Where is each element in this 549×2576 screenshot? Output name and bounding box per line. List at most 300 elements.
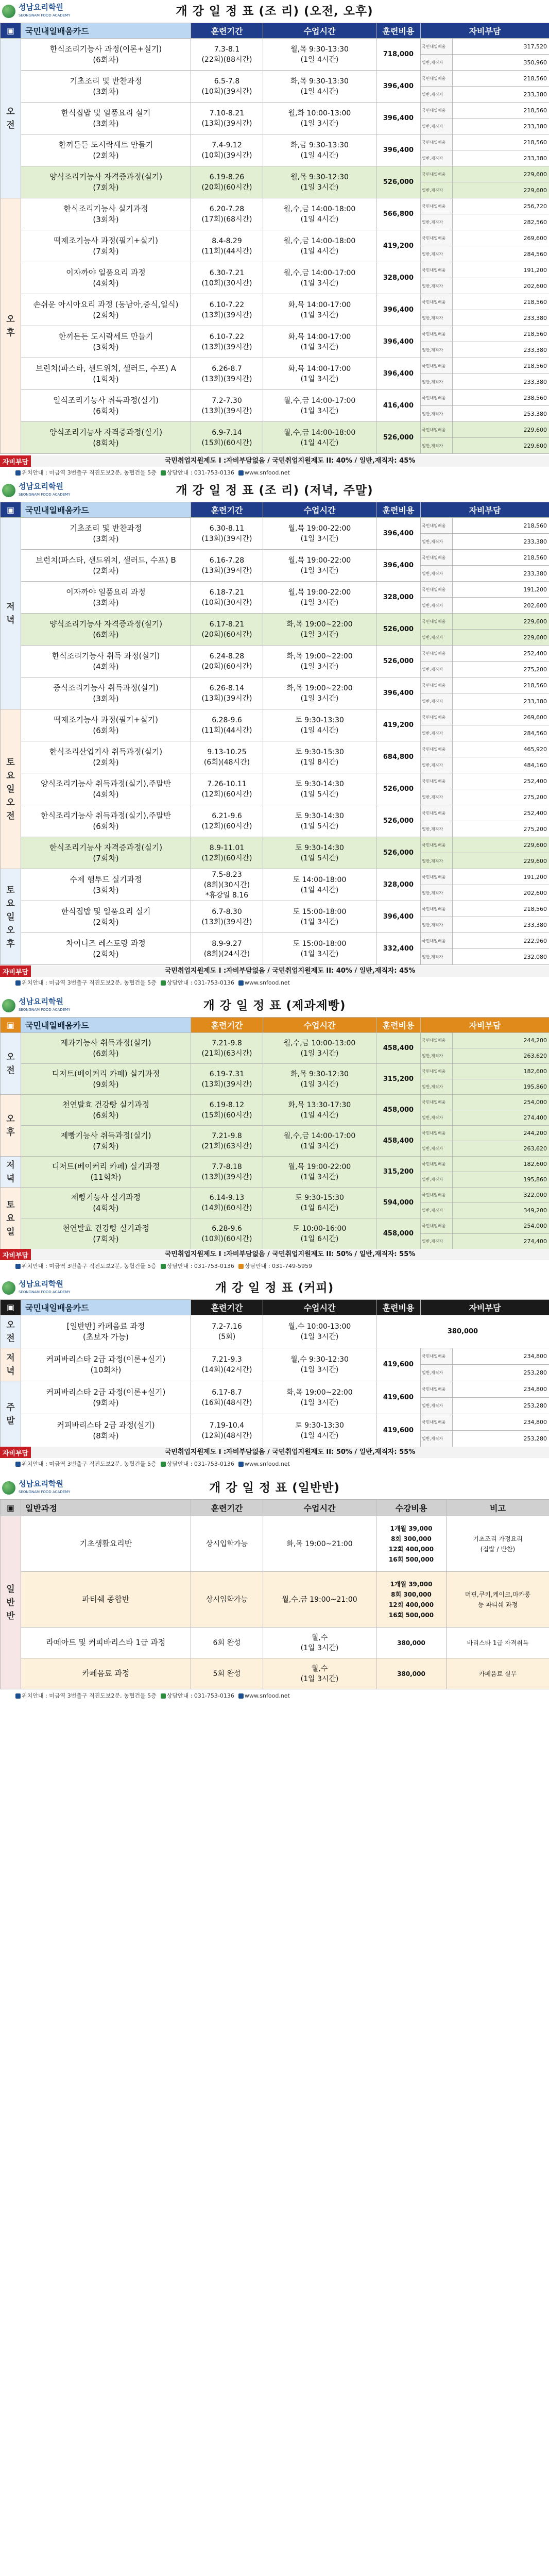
general-price: 263,620 xyxy=(453,1048,549,1064)
footer xyxy=(0,467,549,478)
course-time: 월,수,금 14:00-17:00 (1일 3시간) xyxy=(263,262,376,294)
phone-icon xyxy=(161,470,166,476)
course-time: 화,목 9:30-13:30 (1일 4시간) xyxy=(263,71,376,103)
course-cost: 380,000 xyxy=(376,1315,549,1348)
header-icon: ▣ xyxy=(1,1500,21,1516)
course-row[interactable] xyxy=(1,1218,549,1234)
course-period: 8.9-11.01 (12회)(60시간) xyxy=(191,837,263,869)
course-name[interactable]: 양식조리기능사 자격증과정(실기) (8회차) xyxy=(21,422,191,454)
course-name[interactable]: 라떼아트 및 커피바리스타 1급 과정 xyxy=(21,1628,191,1658)
course-cost: 684,800 xyxy=(376,741,421,773)
course-period: 8.4-8.29 (11회)(44시간) xyxy=(191,230,263,262)
course-name[interactable]: 한끼든든 도시락세트 만들기 (2회차) xyxy=(21,134,191,166)
course-name[interactable]: 떡제조기능사 과정(필기+실기) (6회차) xyxy=(21,709,191,741)
general-label: 일반,재직자 xyxy=(421,662,453,677)
course-name[interactable]: 카페음료 과정 xyxy=(21,1658,191,1689)
course-row[interactable] xyxy=(1,1414,549,1431)
course-row[interactable] xyxy=(1,614,549,630)
course-name[interactable]: 차이니즈 레스토랑 과정 (2회차) xyxy=(21,933,191,965)
course-row[interactable] xyxy=(1,326,549,342)
home-icon xyxy=(238,1693,244,1699)
course-row[interactable] xyxy=(1,262,549,278)
schedule-title: 개 강 일 정 표 (제과제빵) xyxy=(203,999,346,1012)
course-period: 7.5-8.23 (8회)(30시간) *휴강일 8.16 xyxy=(191,869,263,901)
col-note: 비고 xyxy=(447,1500,549,1516)
course-name[interactable]: 이자까야 일품요리 과정 (3회차) xyxy=(21,582,191,614)
national-price: 238,560 xyxy=(453,390,549,406)
course-period: 7.21-9.3 (14회)(42시간) xyxy=(191,1348,263,1381)
course-cost: 328,000 xyxy=(376,262,421,294)
course-row[interactable] xyxy=(1,1381,549,1398)
national-label: 국민내일배움 xyxy=(421,837,453,853)
site-link[interactable]: www.snfood.net xyxy=(244,979,290,986)
general-label: 일반,재직자 xyxy=(421,1203,453,1218)
time-group-label: 오 전 xyxy=(1,1033,21,1095)
national-label: 국민내일배움 xyxy=(421,71,453,87)
national-price: 322,000 xyxy=(453,1188,549,1203)
time-group-label: 오 후 xyxy=(1,1095,21,1157)
course-name[interactable]: 기초조리 및 반찬과정 (3회차) xyxy=(21,518,191,550)
course-name[interactable]: 파티쉐 종합반 xyxy=(21,1572,191,1628)
course-time: 월,목 19:00-22:00 (1일 3시간) xyxy=(263,518,376,550)
national-price: 182,600 xyxy=(453,1064,549,1079)
national-price: 191,200 xyxy=(453,262,549,278)
course-row[interactable] xyxy=(1,582,549,598)
course-period: 5회 완성 xyxy=(191,1658,263,1689)
course-cost: 380,000 xyxy=(376,1628,447,1658)
course-row[interactable] xyxy=(1,518,549,534)
general-label: 일반,재직자 xyxy=(421,150,453,166)
self-pay-text: 국민취업지원제도 I :자비부담없음 / 국민취업지원제도 II: 50% / 일반,재직자: 55% xyxy=(31,1447,549,1458)
location-icon xyxy=(15,470,21,476)
self-pay-bar xyxy=(0,455,549,467)
course-row[interactable] xyxy=(1,103,549,118)
col-cost: 훈련비용 xyxy=(376,1018,421,1033)
national-price: 218,560 xyxy=(453,103,549,118)
general-label: 일반,재직자 xyxy=(421,182,453,198)
course-time: 토 10:00-16:00 (1일 6시간) xyxy=(263,1218,376,1249)
course-name[interactable]: 디저트(베이커리 카페) 실기과정 (11회차) xyxy=(21,1157,191,1188)
course-period: 6.9-7.14 (15회)(60시간) xyxy=(191,422,263,454)
general-label: 일반,재직자 xyxy=(421,278,453,294)
location-info xyxy=(15,978,157,987)
general-price: 282,560 xyxy=(453,214,549,230)
national-label: 국민내일배움 xyxy=(421,582,453,598)
national-label: 국민내일배움 xyxy=(421,1095,453,1110)
home-icon xyxy=(238,980,244,986)
course-cost: 396,400 xyxy=(376,71,421,103)
col-selfpay: 자비부담 xyxy=(421,1018,549,1033)
col-period: 훈련기간 xyxy=(191,502,263,518)
course-cost: 315,200 xyxy=(376,1157,421,1188)
course-period: 6.14-9.13 (14회)(60시간) xyxy=(191,1188,263,1218)
course-name[interactable]: 한식조리기능사 취득과정(실기),주말반 (6회차) xyxy=(21,805,191,837)
course-name[interactable]: 한식조리기능사 과정(이론+실기) (6회차) xyxy=(21,39,191,71)
location-text: 위치안내 : 미금역 3번출구 직진도보2분, 농협건물 5층 xyxy=(22,469,157,476)
phone-icon xyxy=(161,980,166,986)
col-course: 국민내일배움카드 xyxy=(21,1300,191,1315)
site-link[interactable]: www.snfood.net xyxy=(244,1460,290,1467)
course-row[interactable] xyxy=(1,1572,549,1628)
course-period: 7.10-8.21 (13회)(39시간) xyxy=(191,103,263,134)
national-label: 국민내일배움 xyxy=(421,614,453,630)
course-name[interactable]: 한식조리기능사 실기과정 (3회차) xyxy=(21,198,191,230)
general-label: 일반,재직자 xyxy=(421,917,453,933)
national-label: 국민내일배움 xyxy=(421,358,453,374)
course-period: 6.21-9.6 (12회)(60시간) xyxy=(191,805,263,837)
course-period: 6.17-8.21 (20회)(60시간) xyxy=(191,614,263,646)
course-time: 월,목 9:30-12:30 (1일 3시간) xyxy=(263,166,376,198)
course-row[interactable] xyxy=(1,1157,549,1172)
course-row[interactable] xyxy=(1,166,549,182)
course-name[interactable]: 한식집밥 및 일품요리 실기 (2회차) xyxy=(21,901,191,933)
course-period: 9.13-10.25 (6회)(48시간) xyxy=(191,741,263,773)
course-cost: 526,000 xyxy=(376,646,421,677)
header-icon: ▣ xyxy=(1,1018,21,1033)
national-price: 222,960 xyxy=(453,933,549,949)
self-pay-label: 자비부담 xyxy=(0,455,31,467)
time-group-label: 저 녁 xyxy=(1,1348,21,1381)
course-name[interactable]: 브런치(파스타, 샌드위치, 샐러드, 수프) A (1회차) xyxy=(21,358,191,390)
course-row[interactable] xyxy=(1,933,549,949)
course-time: 토 9:30-14:30 (1일 5시간) xyxy=(263,837,376,869)
national-price: 244,200 xyxy=(453,1126,549,1141)
time-group-label: 토 요 일 오 전 xyxy=(1,709,21,869)
course-time: 월,수 10:00-13:00 (1일 3시간) xyxy=(263,1315,376,1348)
course-time: 월,목 19:00-22:00 (1일 3시간) xyxy=(263,582,376,614)
course-row[interactable] xyxy=(1,1628,549,1658)
course-cost: 458,400 xyxy=(376,1126,421,1157)
course-row[interactable] xyxy=(1,134,549,150)
course-name[interactable]: 한끼든든 도시락세트 만들기 (3회차) xyxy=(21,326,191,358)
course-cost: 416,400 xyxy=(376,390,421,422)
course-name[interactable]: 이자까야 일품요리 과정 (4회차) xyxy=(21,262,191,294)
course-cost: 419,200 xyxy=(376,230,421,262)
national-price: 229,600 xyxy=(453,166,549,182)
course-row[interactable] xyxy=(1,773,549,789)
general-label: 일반,재직자 xyxy=(421,789,453,805)
s2-table xyxy=(0,502,549,965)
general-label: 일반,재직자 xyxy=(421,821,453,837)
logo-sub: SEONGNAM FOOD ACADEMY xyxy=(19,1008,71,1012)
s3-header xyxy=(0,994,549,1017)
course-name[interactable]: 천연발효 건강빵 실기과정 (7회차) xyxy=(21,1218,191,1249)
general-label: 일반,재직자 xyxy=(421,406,453,422)
course-time: 화,목 14:00-17:00 (1일 3시간) xyxy=(263,294,376,326)
course-cost: 396,400 xyxy=(376,103,421,134)
course-row[interactable] xyxy=(1,71,549,87)
self-pay-label: 자비부담 xyxy=(0,1447,31,1458)
national-price: 229,600 xyxy=(453,614,549,630)
col-time: 수업시간 xyxy=(263,1300,376,1315)
col-period: 훈련기간 xyxy=(191,1500,263,1516)
col-selfpay: 자비부담 xyxy=(421,1300,549,1315)
site-info[interactable] xyxy=(238,469,290,476)
time-group-label: 저 녁 xyxy=(1,518,21,709)
national-label: 국민내일배움 xyxy=(421,1064,453,1079)
course-cost: 419,600 xyxy=(376,1381,421,1414)
course-time: 토 14:00-18:00 (1일 4시간) xyxy=(263,869,376,901)
course-cost: 315,200 xyxy=(376,1064,421,1095)
national-label: 국민내일배움 xyxy=(421,1414,453,1431)
national-label: 국민내일배움 xyxy=(421,166,453,182)
phone-info xyxy=(161,978,234,987)
course-name[interactable]: 커피바리스타 2급 과정(실기) (8회차) xyxy=(21,1414,191,1447)
course-row[interactable] xyxy=(1,805,549,821)
course-row[interactable] xyxy=(1,1658,549,1689)
course-name[interactable]: 한식조리기능사 자격증과정(실기) (7회차) xyxy=(21,837,191,869)
course-row[interactable] xyxy=(1,1516,549,1572)
course-name[interactable]: 양식조리기능사 자격증과정(실기) (7회차) xyxy=(21,166,191,198)
logo-name: 성남요리학원 xyxy=(19,482,63,491)
footer xyxy=(0,977,549,988)
general-price: 195,860 xyxy=(453,1079,549,1095)
phone-text: 상담안내 : 031-753-0136 xyxy=(166,1692,234,1699)
course-row[interactable] xyxy=(1,1095,549,1110)
national-label: 국민내일배움 xyxy=(421,294,453,310)
site-info[interactable] xyxy=(238,1461,290,1467)
course-row[interactable] xyxy=(1,198,549,214)
col-course: 국민내일배움카드 xyxy=(21,1018,191,1033)
course-cost: 396,400 xyxy=(376,134,421,166)
course-period: 6.30-7.21 (10회)(30시간) xyxy=(191,262,263,294)
site-info[interactable] xyxy=(238,979,290,986)
course-period: 6.17-8.7 (16회)(48시간) xyxy=(191,1381,263,1414)
general-price: 233,380 xyxy=(453,374,549,390)
course-name[interactable]: 일식조리기능사 취득과정(실기) (6회차) xyxy=(21,390,191,422)
national-price: 465,920 xyxy=(453,741,549,757)
general-price: 233,380 xyxy=(453,150,549,166)
course-name[interactable]: 손쉬운 아시아요리 과정 (동남아,중식,일식) (2회차) xyxy=(21,294,191,326)
course-row[interactable] xyxy=(1,709,549,725)
course-time: 토 15:00-18:00 (1일 3시간) xyxy=(263,901,376,933)
course-row[interactable] xyxy=(1,422,549,438)
course-row[interactable] xyxy=(1,39,549,55)
general-label: 일반,재직자 xyxy=(421,949,453,965)
location-icon xyxy=(15,980,21,986)
course-time: 토 15:00-18:00 (1일 3시간) xyxy=(263,933,376,965)
col-time: 수업시간 xyxy=(263,1018,376,1033)
col-period: 훈련기간 xyxy=(191,1300,263,1315)
national-price: 229,600 xyxy=(453,422,549,438)
course-period: 6.26-8.14 (13회)(39시간) xyxy=(191,677,263,709)
course-time: 화,목 19:00~21:00 xyxy=(263,1516,376,1572)
course-name[interactable]: 기초조리 및 반찬과정 (3회차) xyxy=(21,71,191,103)
s4-table xyxy=(0,1299,549,1447)
course-time: 월,수,금 14:00-17:00 (1일 3시간) xyxy=(263,390,376,422)
general-price: 284,560 xyxy=(453,246,549,262)
course-row[interactable] xyxy=(1,1348,549,1365)
course-cost: 396,400 xyxy=(376,358,421,390)
course-note: 바리스타 1급 자격취득 xyxy=(447,1628,549,1658)
s2-header xyxy=(0,479,549,502)
course-name[interactable]: 양식조리기능사 취득과정(실기),주말반 (4회차) xyxy=(21,773,191,805)
s1-header xyxy=(0,0,549,23)
course-row[interactable] xyxy=(1,677,549,693)
course-period: 7.21-9.8 (21회)(63시간) xyxy=(191,1033,263,1064)
location-icon xyxy=(15,1462,21,1467)
course-time: 화,목 19:00~22:00 (1일 3시간) xyxy=(263,677,376,709)
course-name[interactable]: [일반반] 카페음료 과정 (초보자 가능) xyxy=(21,1315,191,1348)
general-label: 일반,재직자 xyxy=(421,630,453,646)
course-name[interactable]: 한식집밥 및 일품요리 실기 (3회차) xyxy=(21,103,191,134)
course-row[interactable] xyxy=(1,741,549,757)
phone-text: 상담안내 : 031-753-0136 xyxy=(166,469,234,476)
header-icon: ▣ xyxy=(1,1300,21,1315)
course-time: 화,목 19:00~22:00 (1일 3시간) xyxy=(263,1381,376,1414)
course-time: 월,수,금 14:00-18:00 (1일 4시간) xyxy=(263,198,376,230)
course-period: 7.7-8.18 (13회)(39시간) xyxy=(191,1157,263,1188)
col-course: 국민내일배움카드 xyxy=(21,502,191,518)
national-label: 국민내일배움 xyxy=(421,646,453,662)
course-period: 7.4-9.12 (10회)(39시간) xyxy=(191,134,263,166)
national-price: 218,560 xyxy=(453,518,549,534)
course-cost: 396,400 xyxy=(376,901,421,933)
col-time: 수업시간 xyxy=(263,502,376,518)
course-name[interactable]: 브런치(파스타, 샌드위치, 샐러드, 수프) B (2회차) xyxy=(21,550,191,582)
national-label: 국민내일배움 xyxy=(421,1381,453,1398)
course-row[interactable] xyxy=(1,837,549,853)
course-row[interactable] xyxy=(1,1126,549,1141)
site-link[interactable]: www.snfood.net xyxy=(244,469,290,476)
course-row[interactable] xyxy=(1,1033,549,1048)
national-label: 국민내일배움 xyxy=(421,134,453,150)
course-time: 월,수,금 14:00-18:00 (1일 4시간) xyxy=(263,230,376,262)
course-period: 6.26-8.7 (13회)(39시간) xyxy=(191,358,263,390)
course-cost: 1개월 39,000 8회 300,000 12회 400,000 16회 500,000 xyxy=(376,1516,447,1572)
self-pay-bar xyxy=(0,1447,549,1458)
course-name[interactable]: 커피바리스타 2급 과정(이론+실기) (10회차) xyxy=(21,1348,191,1381)
national-price: 229,600 xyxy=(453,837,549,853)
national-label: 국민내일배움 xyxy=(421,677,453,693)
general-price: 202,600 xyxy=(453,598,549,614)
course-period: 6.19-8.26 (20회)(60시간) xyxy=(191,166,263,198)
course-row[interactable] xyxy=(1,294,549,310)
general-price: 233,380 xyxy=(453,342,549,358)
self-pay-label: 자비부담 xyxy=(0,965,31,977)
site-link[interactable]: www.snfood.net xyxy=(244,1692,290,1699)
general-label: 일반,재직자 xyxy=(421,1172,453,1188)
site-info[interactable] xyxy=(238,1692,290,1699)
course-row[interactable] xyxy=(1,646,549,662)
cafe-phone-text: 상담안내 : 031-749-5959 xyxy=(244,1263,312,1269)
course-name[interactable]: 제빵기능사 취득과정(실기) (7회차) xyxy=(21,1126,191,1157)
national-price: 218,560 xyxy=(453,550,549,566)
course-time: 월,목 9:30-13:30 (1일 4시간) xyxy=(263,39,376,71)
home-icon xyxy=(238,1462,244,1467)
logo-sub: SEONGNAM FOOD ACADEMY xyxy=(19,1290,71,1294)
course-name[interactable]: 한식조리기능사 취득 과정(실기) (4회차) xyxy=(21,646,191,677)
s1-table xyxy=(0,23,549,454)
course-row[interactable] xyxy=(1,1315,549,1332)
course-cost: 380,000 xyxy=(376,1658,447,1689)
course-row[interactable] xyxy=(1,550,549,566)
course-row[interactable] xyxy=(1,1064,549,1079)
course-row[interactable] xyxy=(1,390,549,406)
general-price: 233,380 xyxy=(453,917,549,933)
course-name[interactable]: 디저트(베이커리 카페) 실기과정 (9회차) xyxy=(21,1064,191,1095)
course-name[interactable]: 중식조리기능사 취득과정(실기) (3회차) xyxy=(21,677,191,709)
course-name[interactable]: 떡제조기능사 과정(필기+실기) (7회차) xyxy=(21,230,191,262)
course-name[interactable]: 천연발효 건강빵 실기과정 (6회차) xyxy=(21,1095,191,1126)
course-period: 6.19-8.12 (15회)(60시간) xyxy=(191,1095,263,1126)
course-time: 월,수 9:30-12:30 (1일 3시간) xyxy=(263,1348,376,1381)
course-time: 월,목 19:00-22:00 (1일 3시간) xyxy=(263,550,376,582)
general-price: 284,560 xyxy=(453,725,549,741)
course-period: 7.19-10.4 (12회)(48시간) xyxy=(191,1414,263,1447)
general-price: 202,600 xyxy=(453,278,549,294)
course-time: 월,화 10:00-13:00 (1일 3시간) xyxy=(263,103,376,134)
general-label: 일반,재직자 xyxy=(421,1079,453,1095)
course-time: 화,목 19:00~22:00 (1일 3시간) xyxy=(263,614,376,646)
course-name[interactable]: 수제 햄투드 실기과정 (3회차) xyxy=(21,869,191,901)
national-price: 191,200 xyxy=(453,582,549,598)
course-time: 화,목 14:00-17:00 (1일 3시간) xyxy=(263,326,376,358)
general-price: 263,620 xyxy=(453,1141,549,1157)
national-price: 269,600 xyxy=(453,230,549,246)
general-price: 349,200 xyxy=(453,1203,549,1218)
phone-icon xyxy=(161,1462,166,1467)
logo-name: 성남요리학원 xyxy=(19,1479,63,1488)
cafe-info xyxy=(238,1262,312,1270)
schedule-title: 개 강 일 정 표 (조 리) (오전, 오후) xyxy=(176,5,373,18)
course-name[interactable]: 기초생활요리반 xyxy=(21,1516,191,1572)
course-cost: 1개월 39,000 8회 300,000 12회 400,000 16회 500,000 xyxy=(376,1572,447,1628)
course-row[interactable] xyxy=(1,230,549,246)
course-row[interactable] xyxy=(1,869,549,885)
course-cost: 396,400 xyxy=(376,294,421,326)
course-row[interactable] xyxy=(1,901,549,917)
national-label: 국민내일배움 xyxy=(421,1033,453,1048)
course-time: 토 9:30-14:30 (1일 5시간) xyxy=(263,805,376,837)
course-period: 6.24-8.28 (20회)(60시간) xyxy=(191,646,263,677)
course-cost: 526,000 xyxy=(376,837,421,869)
course-row[interactable] xyxy=(1,1188,549,1203)
course-cost: 566,800 xyxy=(376,198,421,230)
course-cost: 328,000 xyxy=(376,869,421,901)
course-name[interactable]: 한식조리산업기사 취득과정(실기) (2회차) xyxy=(21,741,191,773)
course-name[interactable]: 제과기능사 취득과정(실기) (6회차) xyxy=(21,1033,191,1064)
course-period: 6.16-7.28 (13회)(39시간) xyxy=(191,550,263,582)
course-name[interactable]: 양식조리기능사 자격증과정(실기) (6회차) xyxy=(21,614,191,646)
course-name[interactable]: 커피바리스타 2급 과정(이론+실기) (9회차) xyxy=(21,1381,191,1414)
phone-text: 상담안내 : 031-753-0136 xyxy=(166,1263,234,1269)
general-label: 일반,재직자 xyxy=(421,55,453,71)
course-cost: 458,000 xyxy=(376,1095,421,1126)
national-price: 182,600 xyxy=(453,1157,549,1172)
course-time: 토 9:30-13:30 (1일 4시간) xyxy=(263,709,376,741)
logo-name: 성남요리학원 xyxy=(19,3,63,12)
course-cost: 526,000 xyxy=(376,805,421,837)
location-text: 위치안내 : 미금역 3번출구 직진도보2분, 농협건물 5층 xyxy=(22,1263,157,1269)
location-info xyxy=(15,1460,157,1468)
general-price: 229,600 xyxy=(453,853,549,869)
course-note: 카페음료 실무 xyxy=(447,1658,549,1689)
general-label: 일반,재직자 xyxy=(421,1048,453,1064)
course-cost: 396,400 xyxy=(376,677,421,709)
course-name[interactable]: 제빵기능사 실기과정 (4회차) xyxy=(21,1188,191,1218)
course-period: 상시입학가능 xyxy=(191,1572,263,1628)
general-label: 일반,재직자 xyxy=(421,374,453,390)
general-label: 일반,재직자 xyxy=(421,1110,453,1126)
course-time: 토 9:30-14:30 (1일 5시간) xyxy=(263,773,376,805)
general-label: 일반,재직자 xyxy=(421,1141,453,1157)
course-time: 토 9:30-13:30 (1일 4시간) xyxy=(263,1414,376,1447)
course-time: 화,금 9:30-13:30 (1일 4시간) xyxy=(263,134,376,166)
course-row[interactable] xyxy=(1,358,549,374)
general-label: 일반,재직자 xyxy=(421,853,453,869)
header-icon: ▣ xyxy=(1,23,21,39)
